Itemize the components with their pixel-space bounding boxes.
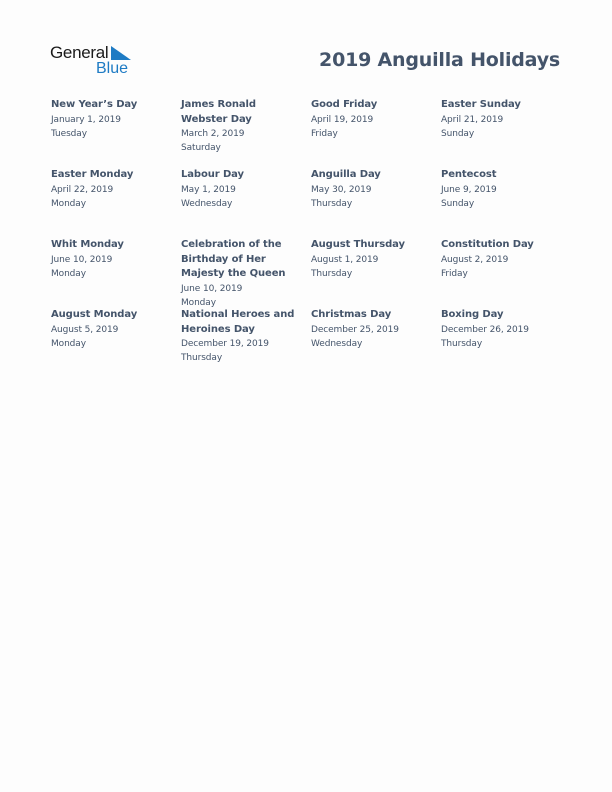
holiday-item — [51, 98, 175, 141]
holiday-name: August Thursday — [311, 239, 405, 250]
holiday-date: December 25, 2019 — [311, 324, 399, 335]
holiday-name: Whit Monday — [51, 239, 124, 250]
holiday-name: James Ronald Webster Day — [181, 99, 256, 125]
holiday-name: August Monday — [51, 309, 138, 320]
holiday-date: May 1, 2019 — [181, 184, 236, 195]
holiday-weekday: Wednesday — [311, 338, 363, 349]
holiday-weekday: Thursday — [311, 268, 353, 279]
holiday-date: January 1, 2019 — [51, 114, 121, 125]
holiday-weekday: Monday — [51, 268, 86, 279]
holiday-item — [51, 168, 175, 211]
holiday-name: Boxing Day — [441, 309, 504, 320]
holiday-item — [441, 308, 565, 351]
holiday-item — [181, 308, 305, 365]
holiday-item — [441, 98, 565, 141]
holiday-item — [181, 238, 305, 310]
holiday-item — [51, 238, 175, 281]
logo-word-blue: Blue — [96, 60, 129, 77]
holiday-weekday: Monday — [51, 198, 86, 209]
holiday-item — [441, 238, 565, 281]
generalblue-logo — [50, 44, 140, 78]
holiday-weekday: Saturday — [181, 143, 221, 153]
holiday-date: April 21, 2019 — [441, 114, 504, 125]
holiday-name: National Heroes and Heroines Day — [181, 309, 295, 335]
page-title: 2019 Anguilla Holidays — [319, 49, 560, 71]
holiday-name: Labour Day — [181, 169, 244, 180]
holiday-item — [311, 168, 435, 211]
holiday-weekday: Wednesday — [181, 198, 233, 209]
holiday-date: June 9, 2019 — [441, 184, 497, 195]
holiday-date: December 26, 2019 — [441, 324, 529, 335]
holiday-name: Anguilla Day — [311, 169, 381, 180]
holiday-date: August 1, 2019 — [311, 254, 379, 265]
holiday-weekday: Sunday — [441, 128, 475, 139]
holiday-weekday: Thursday — [181, 353, 223, 363]
logo-word-general: General — [50, 43, 109, 62]
holiday-name: New Year’s Day — [51, 99, 138, 110]
holiday-date: August 2, 2019 — [441, 254, 509, 265]
holiday-weekday: Thursday — [441, 338, 483, 349]
holiday-item — [181, 98, 305, 155]
holiday-weekday: Monday — [51, 338, 86, 349]
holiday-weekday: Sunday — [441, 198, 475, 209]
holiday-weekday: Monday — [181, 297, 216, 308]
holiday-item — [181, 168, 305, 211]
holiday-item — [311, 98, 435, 141]
holiday-item — [51, 308, 175, 351]
holiday-item — [311, 308, 435, 351]
holiday-date: May 30, 2019 — [311, 184, 372, 195]
holiday-name: Celebration of the Birthday of Her Majesty the Queen — [181, 239, 286, 279]
holiday-item — [311, 238, 435, 281]
holiday-name: Easter Monday — [51, 169, 134, 180]
holiday-name: Pentecost — [441, 169, 497, 180]
holiday-date: April 19, 2019 — [311, 114, 374, 125]
holiday-name: Good Friday — [311, 99, 378, 110]
holiday-date: April 22, 2019 — [51, 184, 114, 195]
holiday-date: March 2, 2019 — [181, 129, 245, 139]
holiday-date: June 10, 2019 — [51, 254, 113, 265]
holiday-weekday: Friday — [311, 128, 338, 139]
holiday-weekday: Thursday — [311, 198, 353, 209]
logo-triangle-icon — [111, 46, 131, 60]
holiday-name: Christmas Day — [311, 309, 392, 320]
holiday-name: Constitution Day — [441, 239, 534, 250]
holiday-weekday: Friday — [441, 268, 468, 279]
holiday-date: December 19, 2019 — [181, 339, 269, 349]
holiday-weekday: Tuesday — [51, 128, 87, 139]
holiday-name: Easter Sunday — [441, 99, 521, 110]
holiday-date: June 10, 2019 — [181, 283, 243, 294]
holiday-date: August 5, 2019 — [51, 324, 119, 335]
holiday-item — [441, 168, 565, 211]
